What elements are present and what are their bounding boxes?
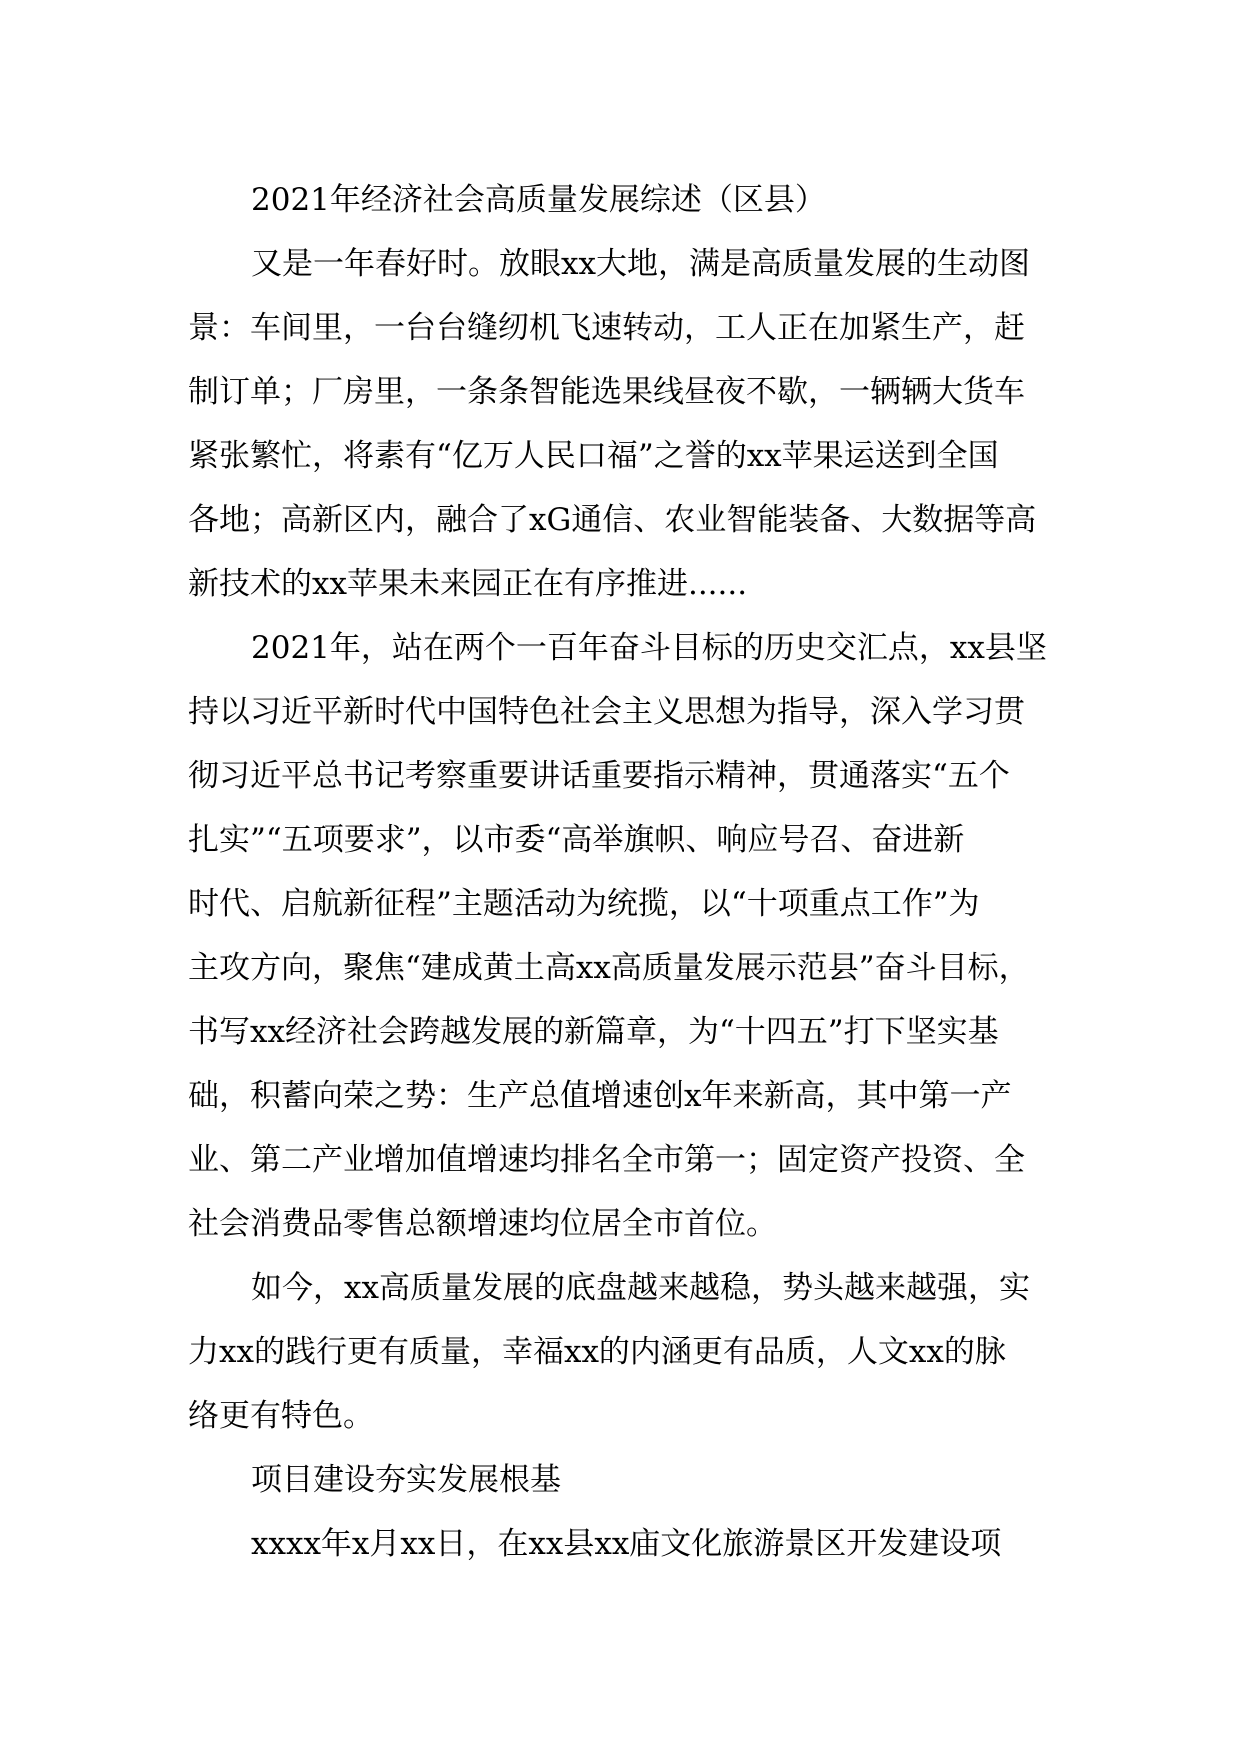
paragraph-line: 2021年，站在两个一百年奋斗目标的历史交汇点，xx县坚 bbox=[251, 630, 1047, 666]
paragraph-line: 时代、启航新征程”主题活动为统揽，以“十项重点工作”为 bbox=[188, 886, 980, 922]
paragraph-line: 彻习近平总书记考察重要讲话重要指示精神，贯通落实“五个 bbox=[188, 758, 1010, 794]
paragraph-line: 景：车间里，一台台缝纫机飞速转动，工人正在加紧生产，赶 bbox=[188, 310, 1025, 346]
paragraph-line: 新技术的xx苹果未来园正在有序推进...... bbox=[188, 566, 748, 602]
document-title: 2021年经济社会高质量发展综述（区县） bbox=[251, 182, 826, 218]
paragraph-2 bbox=[188, 616, 1068, 1256]
paragraph-1 bbox=[188, 232, 1068, 616]
paragraph-line: 紧张繁忙，将素有“亿万人民口福”之誉的xx苹果运送到全国 bbox=[188, 438, 999, 474]
paragraph-line: 各地；高新区内，融合了xG通信、农业智能装备、大数据等高 bbox=[188, 502, 1037, 538]
paragraph-line: 力xx的践行更有质量，幸福xx的内涵更有品质，人文xx的脉 bbox=[188, 1334, 1006, 1370]
paragraph-line: xxxx年x月xx日，在xx县xx庙文化旅游景区开发建设项 bbox=[251, 1526, 1002, 1562]
document-body bbox=[188, 168, 1068, 1576]
paragraph-line: 社会消费品零售总额增速均位居全市首位。 bbox=[188, 1206, 777, 1242]
paragraph-line: 如今，xx高质量发展的底盘越来越稳，势头越来越强，实 bbox=[251, 1270, 1030, 1306]
paragraph-line: 书写xx经济社会跨越发展的新篇章，为“十四五”打下坚实基 bbox=[188, 1014, 999, 1050]
paragraph-line: 持以习近平新时代中国特色社会主义思想为指导，深入学习贯 bbox=[188, 694, 1025, 730]
paragraph-line: 络更有特色。 bbox=[188, 1398, 374, 1434]
paragraph-line: 制订单；厂房里，一条条智能选果线昼夜不歇，一辆辆大货车 bbox=[188, 374, 1025, 410]
paragraph-line: 础，积蓄向荣之势：生产总值增速创x年来新高，其中第一产 bbox=[188, 1078, 1012, 1114]
paragraph-line: 主攻方向，聚焦“建成黄土高xx高质量发展示范县”奋斗目标， bbox=[188, 950, 1030, 986]
paragraph-line: 业、第二产业增加值增速均排名全市第一；固定资产投资、全 bbox=[188, 1142, 1025, 1178]
section-heading: 项目建设夯实发展根基 bbox=[251, 1462, 561, 1498]
paragraph-line: 扎实”“五项要求”，以市委“高举旗帜、响应号召、奋进新 bbox=[188, 822, 965, 858]
paragraph-3 bbox=[188, 1256, 1068, 1448]
paragraph-line: 又是一年春好时。放眼xx大地，满是高质量发展的生动图 bbox=[251, 246, 1030, 282]
